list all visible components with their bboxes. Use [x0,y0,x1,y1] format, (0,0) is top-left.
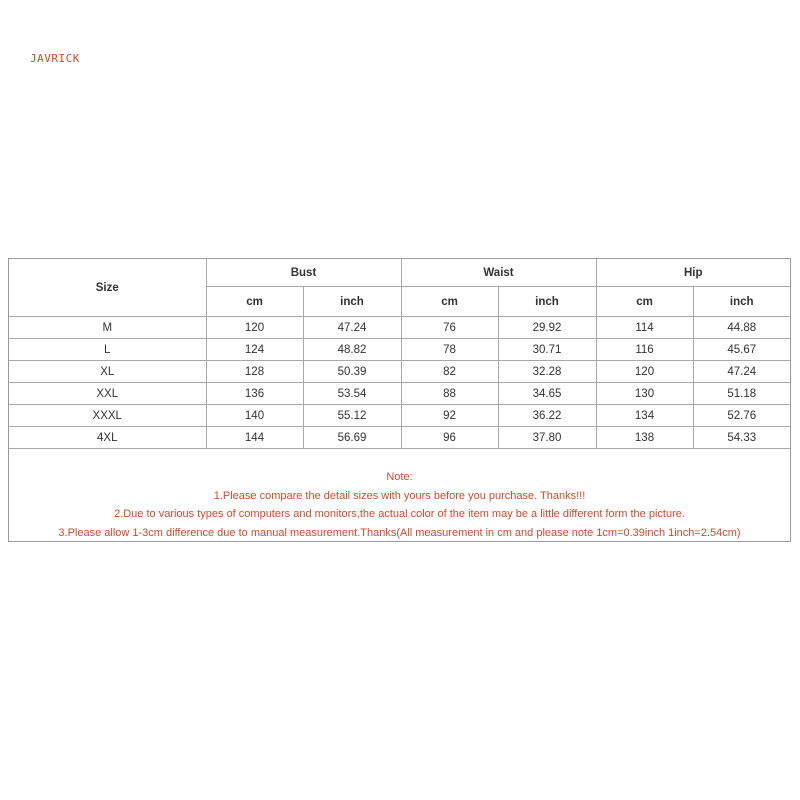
measurement-cell: 45.67 [693,339,790,361]
measurement-cell: 29.92 [498,317,596,339]
unit-header: cm [401,287,498,317]
hip-group-header: Hip [596,259,790,287]
measurement-cell: 124 [206,339,303,361]
size-table [9,259,790,449]
measurement-cell: 34.65 [498,383,596,405]
table-row [9,405,790,427]
measurement-cell: 76 [401,317,498,339]
note-title: Note: [386,471,413,483]
size-cell: XL [9,361,206,383]
measurement-cell: 78 [401,339,498,361]
measurement-cell: 54.33 [693,427,790,449]
measurement-cell: 48.82 [303,339,401,361]
measurement-cell: 82 [401,361,498,383]
unit-header: inch [693,287,790,317]
measurement-cell: 116 [596,339,693,361]
measurement-cell: 51.18 [693,383,790,405]
measurement-cell: 138 [596,427,693,449]
note-line: 2.Due to various types of computers and monitors,the actual color of the item may be a little different form the picture. [114,508,685,520]
measurement-cell: 114 [596,317,693,339]
measurement-cell: 92 [401,405,498,427]
measurement-cell: 47.24 [303,317,401,339]
size-cell: M [9,317,206,339]
measurement-cell: 134 [596,405,693,427]
measurement-cell: 140 [206,405,303,427]
table-row [9,317,790,339]
measurement-cell: 47.24 [693,361,790,383]
size-chart [8,258,791,542]
table-row [9,383,790,405]
measurement-cell: 144 [206,427,303,449]
measurement-cell: 36.22 [498,405,596,427]
measurement-cell: 52.76 [693,405,790,427]
measurement-cell: 50.39 [303,361,401,383]
group-header-row [9,259,790,287]
size-cell: XXL [9,383,206,405]
size-column-header: Size [9,259,206,317]
table-row [9,339,790,361]
brand-logo-text: JAVRICK [30,52,80,65]
size-cell: 4XL [9,427,206,449]
measurement-cell: 88 [401,383,498,405]
unit-header: cm [206,287,303,317]
size-cell: XXXL [9,405,206,427]
measurement-cell: 56.69 [303,427,401,449]
waist-group-header: Waist [401,259,596,287]
measurement-cell: 128 [206,361,303,383]
unit-header: inch [498,287,596,317]
measurement-cell: 130 [596,383,693,405]
note-block [9,468,790,542]
bust-group-header: Bust [206,259,401,287]
measurement-cell: 32.28 [498,361,596,383]
note-line: 3.Please allow 1-3cm difference due to manual measurement.Thanks(All measurement in cm and please note 1cm=0.39inch 1inch=2.54cm) [58,526,741,539]
unit-header: inch [303,287,401,317]
measurement-cell: 55.12 [303,405,401,427]
size-cell: L [9,339,206,361]
table-row [9,427,790,449]
measurement-cell: 37.80 [498,427,596,449]
measurement-cell: 44.88 [693,317,790,339]
note-line: 1.Please compare the detail sizes with yours before you purchase. Thanks!!! [213,489,586,502]
measurement-cell: 136 [206,383,303,405]
unit-header: cm [596,287,693,317]
measurement-cell: 96 [401,427,498,449]
measurement-cell: 53.54 [303,383,401,405]
table-row [9,361,790,383]
measurement-cell: 120 [596,361,693,383]
measurement-cell: 120 [206,317,303,339]
measurement-cell: 30.71 [498,339,596,361]
